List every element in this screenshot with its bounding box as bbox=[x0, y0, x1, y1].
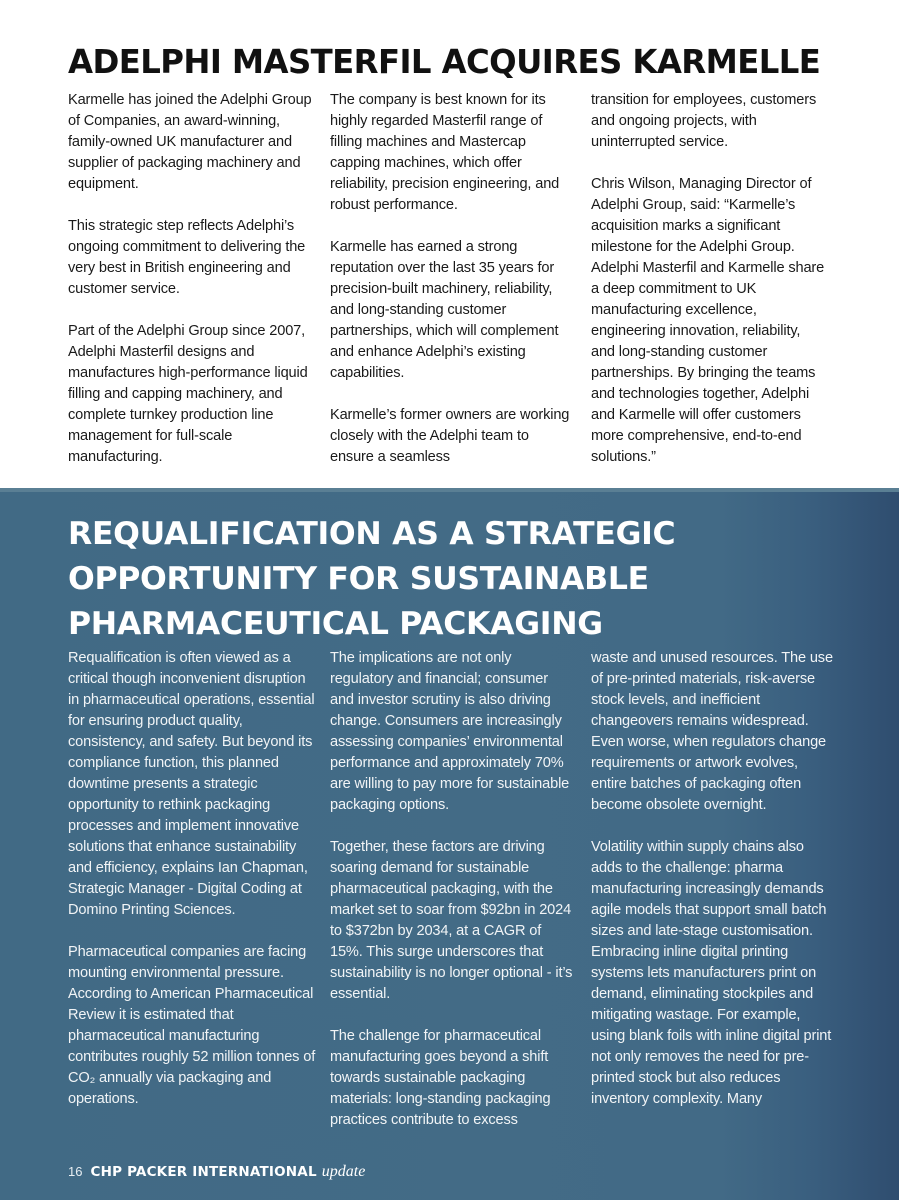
paragraph: Karmelle has earned a strong reputation over the last 35 years for precision-built machinery, reliability, and long-standing customer partnerships, which will complement and enhance Adelphi’s existing capabilities. bbox=[330, 239, 559, 381]
article-column-1 bbox=[68, 648, 318, 1131]
paragraph: transition for employees, customers and ongoing projects, with uninterrupted service. bbox=[591, 92, 817, 150]
publication-name: CHP PACKER INTERNATIONAL bbox=[90, 1164, 317, 1180]
paragraph: Together, these factors are driving soaring demand for sustainable pharmaceutical packaging, with the market set to soar from $92bn in 2024 to $372bn by 2034, at a CAGR of 15%. This surge underscores that sustainability is no longer optional - it’s essential. bbox=[330, 839, 573, 1002]
article-headline: ADELPHI MASTERFIL ACQUIRES KARMELLE bbox=[68, 42, 821, 81]
article-column-2 bbox=[330, 90, 575, 489]
paragraph: Requalification is often viewed as a critical though inconvenient disruption in pharmaceutical operations, essential for ensuring product quality, consistency, and safety. But beyond its compliance function, this planned downtime presents a strategic opportunity to rethink packaging processes and implement innovative solutions that enhance sustainability and efficiency, explains Ian Chapman, Strategic Manager - Digital Coding at Domino Printing Sciences. bbox=[68, 650, 315, 918]
paragraph: The implications are not only regulatory and financial; consumer and investor scrutiny is also driving change. Consumers are increasingly assessing companies’ environmental performance and approximately 70% are willing to pay more for sustainable packaging options. bbox=[330, 650, 570, 813]
article-adelphi-acquisition bbox=[0, 0, 899, 488]
article-column-2 bbox=[330, 648, 575, 1152]
paragraph: The challenge for pharmaceutical manufacturing goes beyond a shift towards sustainable packaging materials: long-standing packaging practices contribute to excess bbox=[330, 1028, 551, 1128]
paragraph: This strategic step reflects Adelphi’s ongoing commitment to delivering the very best in British engineering and customer service. bbox=[68, 218, 306, 297]
paragraph: Part of the Adelphi Group since 2007, Adelphi Masterfil designs and manufactures high-performance liquid filling and capping machinery, and complete turnkey production line management for full-scale manufacturing. bbox=[68, 323, 308, 465]
article-column-3 bbox=[591, 648, 836, 1131]
paragraph: Volatility within supply chains also adds to the challenge: pharma manufacturing increasingly demands agile models that support small batch sizes and late-stage customisation. Embracing inline digital printing systems lets manufacturers print on demand, eliminating stockpiles and mitigating wastage. For example, using blank foils with inline digital print not only removes the need for pre-printed stock but also reduces inventory complexity. Many bbox=[591, 839, 832, 1107]
page-footer bbox=[68, 1163, 365, 1185]
section-divider bbox=[0, 488, 899, 492]
paragraph: Pharmaceutical companies are facing mounting environmental pressure. According to American Pharmaceutical Review it is estimated that pharmaceutical manufacturing contributes roughly 52 million tonnes of CO₂ annually via packaging and operations. bbox=[68, 944, 316, 1107]
paragraph: waste and unused resources. The use of pre-printed materials, risk-averse stock levels, and inefficient changeovers remains widespread. Even worse, when regulators change requirements or artwork evolves, entire batches of packaging often become obsolete overnight. bbox=[591, 650, 833, 813]
paragraph: Karmelle has joined the Adelphi Group of Companies, an award-winning, family-owned UK manufacturer and supplier of packaging machinery and equipment. bbox=[68, 92, 312, 192]
publication-suffix: update bbox=[321, 1163, 366, 1180]
paragraph: The company is best known for its highly regarded Masterfil range of filling machines and Mastercap capping machines, which offer reliability, precision engineering, and robust performance. bbox=[330, 92, 560, 213]
article-headline: REQUALIFICATION AS A STRATEGIC OPPORTUNITY FOR SUSTAINABLE PHARMACEUTICAL PACKAGING bbox=[68, 516, 676, 642]
article-column-3 bbox=[591, 90, 826, 489]
article-requalification bbox=[0, 488, 899, 1200]
paragraph: Chris Wilson, Managing Director of Adelphi Group, said: “Karmelle’s acquisition marks a significant milestone for the Adelphi Group. Adelphi Masterfil and Karmelle share a deep commitment to UK manufacturing excellence, engineering innovation, reliability, and long-standing customer partnerships. By bringing the teams and technologies together, Adelphi and Karmelle will offer customers more comprehensive, end-to-end solutions.” bbox=[591, 176, 825, 465]
article-column-1 bbox=[68, 90, 318, 489]
paragraph: Karmelle’s former owners are working closely with the Adelphi team to ensure a seamless bbox=[330, 407, 570, 465]
page-number: 16 bbox=[68, 1164, 83, 1179]
